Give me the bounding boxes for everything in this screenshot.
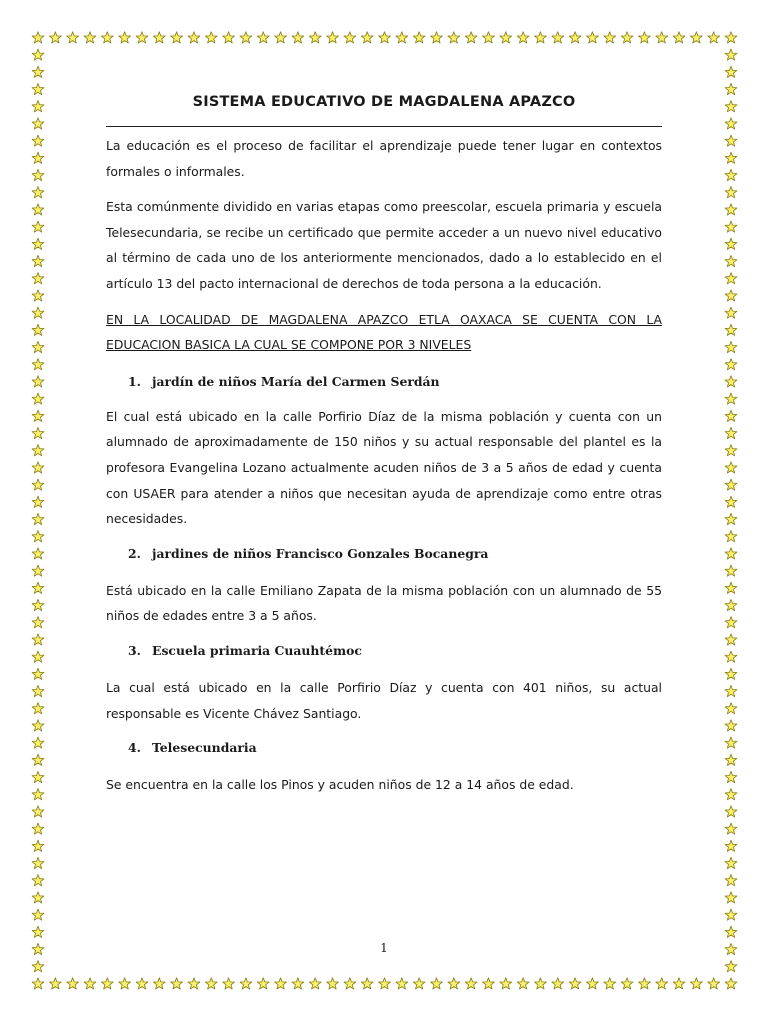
section-text-2: Está ubicado en la calle Emiliano Zapata de la misma población con un alumnado de 55 niños de edades entre 3 a 5 años.: [106, 582, 662, 624]
star-icon: [240, 32, 252, 43]
star-icon: [725, 685, 737, 696]
section-heading-text: jardín de niños María del Carmen Serdán: [152, 373, 440, 389]
star-icon: [690, 32, 702, 43]
spacer: [106, 297, 662, 307]
star-icon: [708, 978, 720, 989]
star-icon: [32, 892, 44, 903]
star-icon: [725, 617, 737, 628]
star-icon: [32, 290, 44, 301]
star-icon: [309, 978, 321, 989]
star-icon: [604, 32, 616, 43]
star-icon: [725, 978, 737, 989]
star-icon: [32, 840, 44, 851]
star-icon: [725, 789, 737, 800]
star-icon: [32, 909, 44, 920]
star-icon: [32, 479, 44, 490]
star-icon: [32, 857, 44, 868]
star-icon: [448, 978, 460, 989]
star-icon: [552, 32, 564, 43]
star-icon: [725, 754, 737, 765]
star-icon: [275, 32, 287, 43]
star-icon: [32, 531, 44, 542]
section-heading-text: Escuela primaria Cuauhtémoc: [152, 642, 362, 658]
star-icon: [725, 892, 737, 903]
star-icon: [171, 32, 183, 43]
star-icon: [32, 238, 44, 249]
star-icon: [725, 238, 737, 249]
star-icon: [32, 393, 44, 404]
star-icon: [101, 978, 113, 989]
star-icon: [32, 341, 44, 352]
star-icon: [725, 152, 737, 163]
star-icon: [32, 324, 44, 335]
star-icon: [725, 737, 737, 748]
star-icon: [344, 32, 356, 43]
star-icon: [32, 703, 44, 714]
star-icon: [517, 32, 529, 43]
star-icon: [725, 32, 737, 43]
star-icon: [621, 978, 633, 989]
section-heading-text: Telesecundaria: [152, 740, 257, 756]
star-icon: [725, 221, 737, 232]
star-icon: [275, 978, 287, 989]
star-icon: [413, 32, 425, 43]
locality-paragraph: EN LA LOCALIDAD DE MAGDALENA APAZCO ETLA OAXACA SE CUENTA CON LA EDUCACION BASICA LA CUAL SE COMPONE POR 3 NIVELES: [106, 311, 662, 353]
star-icon: [32, 668, 44, 679]
star-icon: [431, 32, 443, 43]
star-icon: [153, 32, 165, 43]
star-icon: [32, 83, 44, 94]
star-icon: [725, 909, 737, 920]
star-icon: [84, 978, 96, 989]
section-heading-1: [106, 372, 662, 392]
star-icon: [32, 634, 44, 645]
star-icon: [725, 290, 737, 301]
star-icon: [725, 187, 737, 198]
star-icon: [32, 599, 44, 610]
star-icon: [32, 410, 44, 421]
star-icon: [32, 169, 44, 180]
section-text-3: La cual está ubicado en la calle Porfirio Díaz y cuenta con 401 niños, su actual responsable es Vicente Chávez Santiago.: [106, 679, 662, 721]
star-icon: [32, 565, 44, 576]
star-icon: [32, 496, 44, 507]
document-title: SISTEMA EDUCATIVO DE MAGDALENA APAZCO: [192, 94, 576, 110]
star-icon: [32, 101, 44, 112]
spacer: [106, 758, 662, 772]
star-icon: [32, 376, 44, 387]
star-icon: [396, 32, 408, 43]
star-icon: [725, 393, 737, 404]
star-icon: [725, 703, 737, 714]
star-icon: [32, 771, 44, 782]
star-icon: [725, 531, 737, 542]
star-icon: [171, 978, 183, 989]
star-icon: [725, 479, 737, 490]
star-icon: [240, 978, 252, 989]
star-icon: [32, 427, 44, 438]
star-icon: [725, 771, 737, 782]
star-icon: [725, 806, 737, 817]
star-icon: [119, 978, 131, 989]
star-icon: [725, 840, 737, 851]
spacer: [106, 629, 662, 641]
section-heading-text: jardines de niños Francisco Gonzales Bocanegra: [152, 545, 489, 561]
star-icon: [379, 32, 391, 43]
star-icon: [119, 32, 131, 43]
star-icon: [84, 32, 96, 43]
star-icon: [32, 187, 44, 198]
star-icon: [725, 875, 737, 886]
star-icon: [569, 32, 581, 43]
star-icon: [32, 255, 44, 266]
star-icon: [32, 806, 44, 817]
section-number: 4.: [128, 740, 141, 756]
star-icon: [465, 978, 477, 989]
star-icon: [32, 926, 44, 937]
star-icon: [535, 32, 547, 43]
star-icon: [32, 32, 44, 43]
star-icon: [101, 32, 113, 43]
star-icon: [188, 978, 200, 989]
intro-paragraph: La educación es el proceso de facilitar el aprendizaje puede tener lugar en contextos formales o informales.: [106, 138, 662, 179]
star-icon: [448, 32, 460, 43]
star-icon: [431, 978, 443, 989]
star-icon: [361, 978, 373, 989]
star-icon: [725, 582, 737, 593]
star-icon: [379, 978, 391, 989]
star-icon: [638, 32, 650, 43]
star-icon: [396, 978, 408, 989]
star-icon: [673, 978, 685, 989]
star-icon: [361, 32, 373, 43]
star-icon: [32, 582, 44, 593]
star-icon: [725, 548, 737, 559]
star-icon: [32, 135, 44, 146]
spacer: [106, 184, 662, 194]
star-icon: [725, 634, 737, 645]
star-icon: [292, 32, 304, 43]
star-icon: [569, 978, 581, 989]
star-icon: [49, 32, 61, 43]
star-icon: [604, 978, 616, 989]
star-icon: [725, 823, 737, 834]
section-number: 3.: [128, 642, 141, 658]
star-icon: [725, 445, 737, 456]
star-icon: [153, 978, 165, 989]
star-icon: [725, 376, 737, 387]
star-icon: [552, 978, 564, 989]
title-rule: [106, 126, 662, 127]
star-icon: [32, 307, 44, 318]
star-icon: [465, 32, 477, 43]
star-icon: [725, 118, 737, 129]
star-icon: [725, 169, 737, 180]
star-icon: [413, 978, 425, 989]
star-icon: [587, 978, 599, 989]
star-icon: [725, 83, 737, 94]
star-icon: [32, 462, 44, 473]
star-icon: [725, 273, 737, 284]
star-icon: [673, 32, 685, 43]
spacer: [106, 358, 662, 372]
star-icon: [621, 32, 633, 43]
spacer: [106, 726, 662, 738]
star-icon: [257, 32, 269, 43]
star-icon: [32, 685, 44, 696]
star-icon: [725, 410, 737, 421]
star-icon: [32, 961, 44, 972]
star-icon: [188, 32, 200, 43]
star-icon: [32, 445, 44, 456]
star-icon: [32, 720, 44, 731]
star-icon: [32, 273, 44, 284]
star-icon: [32, 359, 44, 370]
star-icon: [32, 221, 44, 232]
star-icon: [656, 978, 668, 989]
star-icon: [32, 118, 44, 129]
star-icon: [517, 978, 529, 989]
star-icon: [638, 978, 650, 989]
star-icon: [32, 875, 44, 886]
star-icon: [292, 978, 304, 989]
star-icon: [327, 32, 339, 43]
star-icon: [49, 978, 61, 989]
star-icon: [32, 617, 44, 628]
star-icon: [327, 978, 339, 989]
star-icon: [223, 32, 235, 43]
star-icon: [656, 32, 668, 43]
star-icon: [725, 204, 737, 215]
star-icon: [483, 32, 495, 43]
star-icon: [205, 978, 217, 989]
star-icon: [725, 961, 737, 972]
star-icon: [32, 737, 44, 748]
star-icon: [725, 307, 737, 318]
star-icon: [725, 341, 737, 352]
star-icon: [32, 651, 44, 662]
star-icon: [725, 599, 737, 610]
page-number: 1: [380, 941, 388, 955]
star-icon: [725, 926, 737, 937]
star-icon: [725, 49, 737, 60]
star-icon: [725, 720, 737, 731]
star-icon: [725, 668, 737, 679]
star-icon: [205, 32, 217, 43]
star-icon: [535, 978, 547, 989]
star-icon: [257, 978, 269, 989]
star-icon: [725, 101, 737, 112]
star-icon: [32, 978, 44, 989]
star-icon: [725, 565, 737, 576]
star-icon: [725, 462, 737, 473]
star-icon: [32, 823, 44, 834]
star-icon: [67, 32, 79, 43]
section-text-1: El cual está ubicado en la calle Porfirio Díaz de la misma población y cuenta con un alumnado de aproximadamente de 150 niños y su actual responsable del plantel es la profesora Evangelina Lozano actualmente acuden niños de 3 a 5 años de edad y cuenta con USAER para atender a niños que necesitan ayuda de aprendizaje como entre otras necesidades.: [106, 408, 662, 527]
star-icon: [587, 32, 599, 43]
section-number: 2.: [128, 545, 141, 561]
star-icon: [32, 49, 44, 60]
star-icon: [725, 255, 737, 266]
section-heading-3: [106, 641, 662, 661]
star-icon: [136, 978, 148, 989]
section-heading-4: [106, 738, 662, 758]
star-icon: [725, 857, 737, 868]
page-content: [106, 92, 662, 798]
star-icon: [725, 427, 737, 438]
star-icon: [309, 32, 321, 43]
spacer: [106, 532, 662, 544]
star-icon: [500, 32, 512, 43]
star-icon: [32, 152, 44, 163]
star-icon: [725, 513, 737, 524]
star-icon: [136, 32, 148, 43]
star-icon: [67, 978, 79, 989]
star-icon: [690, 978, 702, 989]
stages-paragraph: Esta comúnmente dividido en varias etapas como preescolar, escuela primaria y escuela Telesecundaria, se recibe un certificado que permite acceder a un nuevo nivel educativo al término de cada uno de los anteriormente mencionados, dado a lo establecido en el artículo 13 del pacto internacional de derechos de toda persona a la educación.: [106, 199, 662, 291]
star-icon: [344, 978, 356, 989]
star-icon: [725, 359, 737, 370]
star-icon: [32, 204, 44, 215]
star-icon: [500, 978, 512, 989]
star-icon: [725, 135, 737, 146]
star-icon: [725, 651, 737, 662]
spacer: [106, 661, 662, 675]
spacer: [106, 392, 662, 404]
star-icon: [32, 754, 44, 765]
star-icon: [32, 513, 44, 524]
spacer: [106, 564, 662, 578]
section-heading-2: [106, 544, 662, 564]
star-icon: [223, 978, 235, 989]
star-icon: [725, 66, 737, 77]
star-icon: [32, 789, 44, 800]
star-icon: [483, 978, 495, 989]
star-icon: [32, 548, 44, 559]
star-icon: [708, 32, 720, 43]
section-text-4: Se encuentra en la calle los Pinos y acuden niños de 12 a 14 años de edad.: [106, 777, 574, 793]
section-number: 1.: [128, 373, 141, 389]
star-icon: [725, 324, 737, 335]
star-icon: [725, 496, 737, 507]
star-icon: [32, 66, 44, 77]
